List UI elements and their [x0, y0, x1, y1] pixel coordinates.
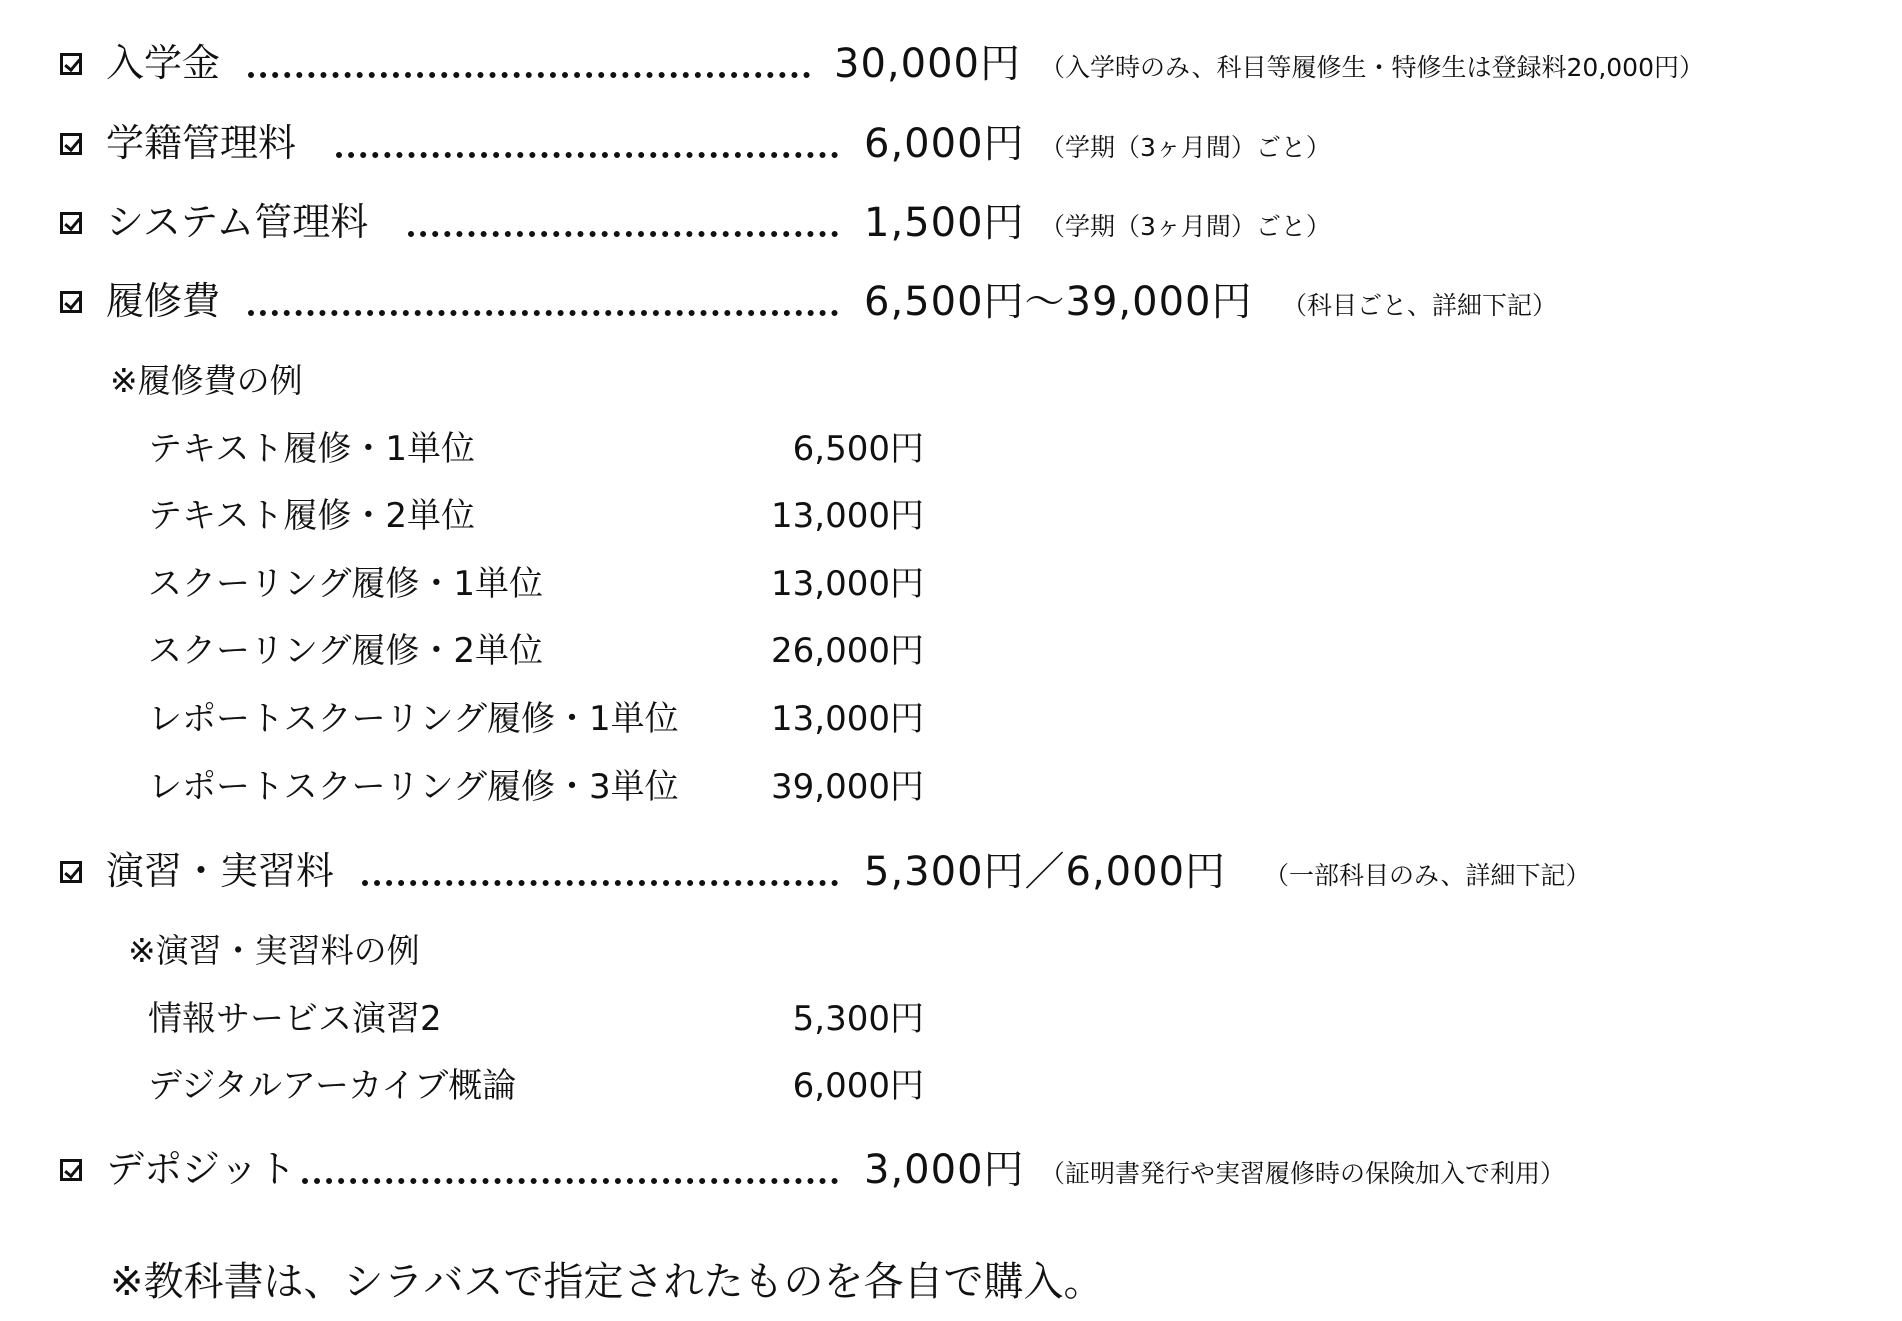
checkbox-checked-icon [60, 1159, 82, 1181]
checkbox-checked-icon [60, 861, 82, 883]
fee-note: （学期（3ヶ月間）ごと） [1040, 212, 1331, 241]
fee-label: 学籍管理料 [106, 121, 297, 165]
fee-label: 履修費 [106, 279, 221, 323]
example-price: 26,000円 [771, 631, 924, 671]
example-name: レポートスクーリング履修・3単位 [148, 767, 679, 807]
example-price: 6,500円 [792, 429, 924, 469]
fee-note: （学期（3ヶ月間）ごと） [1040, 133, 1331, 162]
checkbox-checked-icon [60, 291, 82, 313]
fee-note: （一部科目のみ、詳細下記） [1264, 861, 1591, 890]
checkbox-checked-icon [60, 212, 82, 234]
fee-amount: 6,500円～39,000円 [864, 279, 1253, 325]
fee-label: 演習・実習料 [106, 849, 335, 893]
dotted-leader [408, 231, 838, 237]
fee-amount: 1,500円 [864, 200, 1025, 246]
fee-note: （科目ごと、詳細下記） [1282, 291, 1558, 320]
dotted-leader [248, 72, 810, 78]
examples-heading: ※履修費の例 [110, 361, 303, 400]
fee-amount: 3,000円 [864, 1147, 1025, 1193]
dotted-leader [302, 1178, 838, 1184]
example-name: レポートスクーリング履修・1単位 [148, 699, 679, 739]
example-name: スクーリング履修・1単位 [148, 564, 543, 604]
example-price: 39,000円 [771, 767, 924, 807]
fee-amount: 5,300円／6,000円 [864, 849, 1227, 895]
example-name: 情報サービス演習2 [148, 999, 442, 1039]
fee-label: デポジット [106, 1147, 297, 1191]
fee-note: （入学時のみ、科目等履修生・特修生は登録料20,000円） [1040, 53, 1704, 82]
example-price: 13,000円 [771, 699, 924, 739]
dotted-leader [362, 880, 838, 886]
example-price: 6,000円 [792, 1066, 924, 1106]
example-name: デジタルアーカイブ概論 [148, 1066, 517, 1106]
fee-note: （証明書発行や実習履修時の保険加入で利用） [1040, 1159, 1566, 1188]
checkbox-checked-icon [60, 53, 82, 75]
example-price: 5,300円 [792, 999, 924, 1039]
fee-amount: 6,000円 [864, 121, 1025, 167]
dotted-leader [336, 152, 838, 158]
example-price: 13,000円 [771, 564, 924, 604]
fee-label: 入学金 [106, 41, 221, 85]
example-name: テキスト履修・2単位 [148, 496, 475, 536]
checkbox-checked-icon [60, 133, 82, 155]
examples-heading: ※演習・実習料の例 [128, 931, 420, 970]
example-name: スクーリング履修・2単位 [148, 631, 543, 671]
example-name: テキスト履修・1単位 [148, 429, 475, 469]
example-price: 13,000円 [771, 496, 924, 536]
fee-amount: 30,000円 [834, 41, 1021, 87]
textbook-footnote: ※教科書は、シラバスで指定されたものを各自で購入。 [110, 1259, 1104, 1305]
fee-label: システム管理料 [106, 200, 369, 244]
dotted-leader [248, 310, 838, 316]
